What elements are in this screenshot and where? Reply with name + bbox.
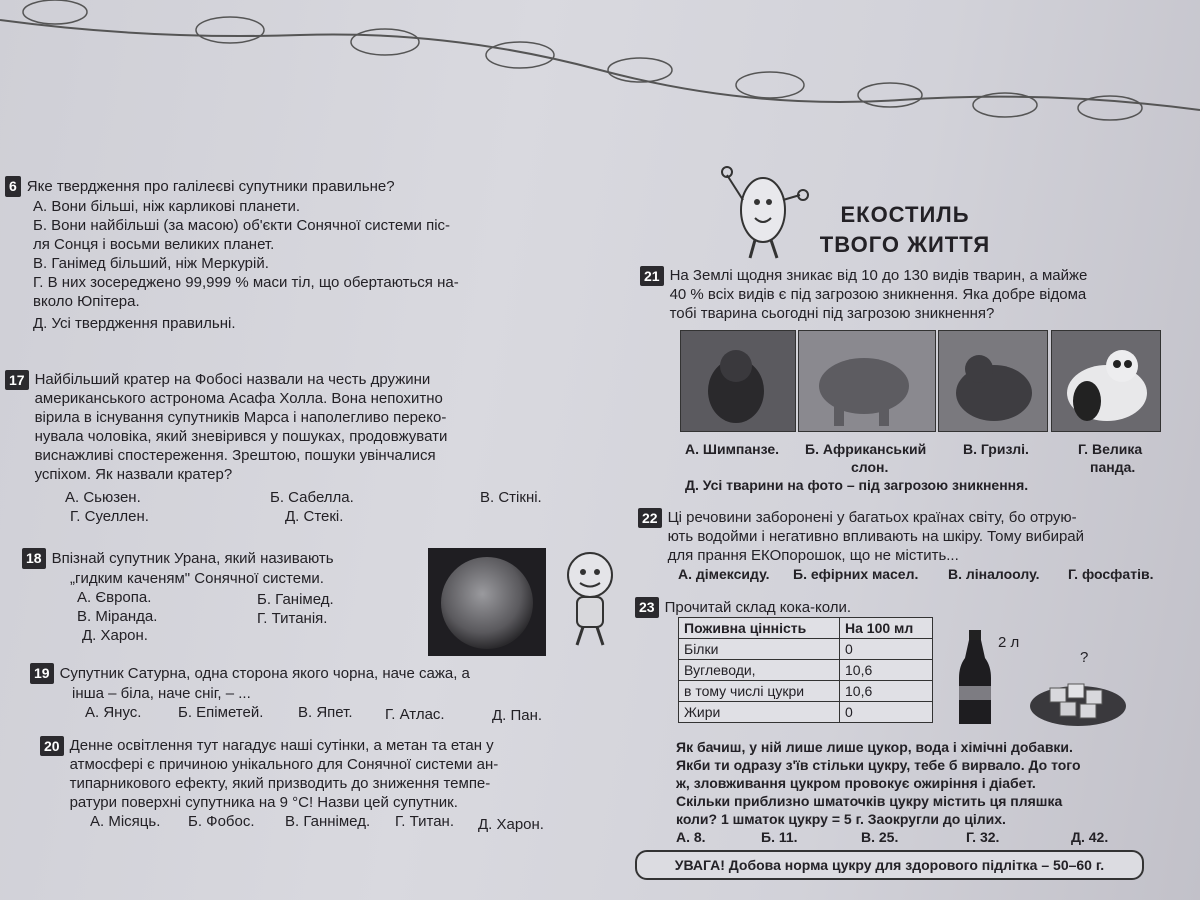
question-line: американського астронома Асафа Холла. Вона непохитно: [34, 390, 443, 407]
sugar-cubes-icon: [1028, 668, 1128, 728]
question-18: [22, 548, 422, 646]
cola-bottle-icon: [955, 628, 995, 728]
option-d: Г. фосфатів.: [1068, 566, 1154, 582]
option-d: Г. Атлас.: [385, 706, 445, 723]
question-line: ратури поверхні супутника на 9 °С! Назви цей супутник.: [69, 794, 458, 811]
option-e: Д. Пан.: [492, 707, 543, 724]
option-c: В. Ганімед більший, ніж Меркурій.: [33, 255, 269, 272]
option-d: Г. Суеллен.: [70, 508, 149, 525]
table-cell: 0: [840, 702, 933, 723]
option-b-line2: слон.: [851, 459, 889, 475]
question-line: ж, зловживання цукром провокує ожиріння і діабет.: [676, 775, 1036, 791]
table-cell: 10,6: [840, 681, 933, 702]
option-e: Д. Стекі.: [285, 508, 344, 525]
question-text: Прочитай склад кока-коли.: [664, 599, 852, 616]
option-b-line1: Б. Африканський: [805, 441, 927, 457]
question-line: Денне освітлення тут нагадує наші сутінки, а метан та етан у: [69, 737, 494, 754]
option-a: А. Європа.: [77, 589, 152, 606]
option-a: А. Шимпанзе.: [685, 441, 780, 457]
question-line: тобі тварина сьогодні під загрозою зникнення?: [669, 305, 995, 322]
option-a: А. Вони більші, ніж карликові планети.: [33, 198, 301, 215]
question-21-options: [685, 440, 1165, 500]
chimpanzee-photo: [680, 330, 796, 432]
option-d-line2: панда.: [1090, 459, 1136, 475]
eco-section-title: [805, 200, 1005, 260]
question-text: Яке твердження про галілеєві супутники правильне?: [26, 178, 395, 195]
table-cell: Жири: [679, 702, 840, 723]
table-cell: в тому числі цукри: [679, 681, 840, 702]
eco-title-line1: ЕКОСТИЛЬ: [840, 202, 970, 227]
eco-mascot: [715, 160, 810, 260]
option-c: В. Стікні.: [480, 489, 542, 506]
question-number: 20: [40, 736, 64, 756]
question-number: 22: [638, 508, 662, 528]
table-header-row: [679, 618, 933, 639]
question-line: для прання ЕКОпорошок, що не містить...: [667, 547, 959, 564]
option-b: Б. 11.: [761, 829, 798, 845]
question-line: На Землі щодня зникає від 10 до 130 видів тварин, а майже: [669, 267, 1088, 284]
question-16: [5, 176, 565, 333]
grizzly-photo: [938, 330, 1048, 432]
eco-title-line2: ТВОГО ЖИТТЯ: [819, 232, 991, 257]
question-23-text: [676, 738, 1146, 848]
table-row: [679, 681, 933, 702]
question-line: виснажливі спостереження. Зрештою, пошуки увінчалися: [34, 447, 436, 464]
question-line: Якби ти одразу з'їв стільки цукру, тебе б вирвало. До того: [676, 757, 1081, 773]
mascot-figure: [555, 545, 625, 650]
option-d-line2: вколо Юпітера.: [33, 293, 140, 310]
bottle-label: 2 л: [998, 634, 1020, 651]
question-line: „гидким каченям" Сонячної системи.: [70, 570, 324, 587]
option-c: В. Міранда.: [77, 608, 158, 625]
option-d-line1: Г. В них зосереджено 99,999 % маси тіл, що обертаються на-: [33, 274, 459, 291]
question-line: Як бачиш, у ній лише лише цукор, вода і хімічні добавки.: [676, 739, 1073, 755]
question-21: [640, 266, 1160, 323]
question-line: коли? 1 шматок цукру = 5 г. Заокругли до цілих.: [676, 811, 1006, 827]
option-a: А. 8.: [676, 829, 706, 845]
question-line: нувала чоловіка, який зневірився у пошуках, продовжувати: [34, 428, 448, 445]
table-cell: 10,6: [840, 660, 933, 681]
option-c: В. ліналоолу.: [948, 566, 1040, 582]
option-a: А. Сьюзен.: [65, 489, 141, 506]
question-number: 17: [5, 370, 29, 390]
option-a: А. Янус.: [85, 704, 142, 721]
option-e: Д. Харон.: [478, 816, 544, 833]
option-e: Д. 42.: [1071, 829, 1109, 845]
option-c: В. Япет.: [298, 704, 353, 721]
question-17: [5, 370, 565, 526]
option-b-line2: ля Сонця і восьми великих планет.: [33, 236, 275, 253]
option-a: А. Місяць.: [90, 813, 161, 830]
question-line: Найбільший кратер на Фобосі назвали на честь дружини: [34, 371, 431, 388]
question-23: [635, 597, 1035, 618]
sugar-warning-banner: УВАГА! Добова норма цукру для здорового підлітка – 50–60 г.: [635, 850, 1144, 880]
option-b: Б. Фобос.: [188, 813, 255, 830]
question-line: успіхом. Як назвали кратер?: [34, 466, 233, 483]
option-b: Б. Епіметей.: [178, 704, 264, 721]
question-line: атмосфері є причиною унікального для Сонячної системи ан-: [69, 756, 499, 773]
nutrition-table: [678, 617, 933, 723]
question-number: 18: [22, 548, 46, 569]
option-c: В. 25.: [861, 829, 899, 845]
option-d: Г. Титанія.: [257, 610, 328, 627]
moon-image: [428, 548, 546, 656]
uranus-moon-photo: [428, 548, 546, 656]
question-line: Супутник Сатурна, одна сторона якого чорна, наче сажа, а: [59, 665, 470, 682]
question-mark: ?: [1080, 649, 1089, 666]
table-cell: Вуглеводи,: [679, 660, 840, 681]
option-a: А. дімексиду.: [678, 566, 770, 582]
question-number: 19: [30, 663, 54, 684]
option-d: Г. Титан.: [395, 813, 455, 830]
question-line: Впізнай супутник Урана, який називають: [51, 550, 334, 567]
question-line: ють водойми і негативно впливають на шкіру. Тому вибирай: [667, 528, 1085, 545]
table-row: [679, 639, 933, 660]
table-header-cell: Поживна цінність: [679, 618, 840, 639]
table-cell: 0: [840, 639, 933, 660]
option-e: Д. Усі твердження правильні.: [33, 315, 236, 332]
wheat-border-decoration: [0, 0, 1200, 150]
panda-photo: [1051, 330, 1161, 432]
question-line: типарникового ефекту, який призводить до зниження темпе-: [69, 775, 491, 792]
table-row: [679, 660, 933, 681]
option-d: Г. 32.: [966, 829, 1000, 845]
question-19: [30, 663, 570, 725]
question-22: [638, 508, 1163, 585]
question-number: 23: [635, 597, 659, 618]
option-b-line1: Б. Вони найбільші (за масою) об'єкти Сонячної системи піс-: [33, 217, 451, 234]
question-line: інша – біла, наче сніг, – ...: [72, 685, 251, 702]
question-line: 40 % всіх видів є під загрозою зникнення. Яка добре відома: [669, 286, 1087, 303]
question-line: Скільки приблизно шматочків цукру містить ця пляшка: [676, 793, 1063, 809]
option-c: В. Ганнімед.: [285, 813, 371, 830]
table-header-cell: На 100 мл: [840, 618, 933, 639]
question-number: 6: [5, 176, 21, 197]
option-e: Д. Харон.: [82, 627, 148, 644]
elephant-photo: [798, 330, 936, 432]
table-row: [679, 702, 933, 723]
option-c: В. Гризлі.: [963, 441, 1029, 457]
question-number: 21: [640, 266, 664, 286]
option-b: Б. ефірних масел.: [793, 566, 919, 582]
question-20: [40, 736, 560, 834]
table-cell: Білки: [679, 639, 840, 660]
option-b: Б. Сабелла.: [270, 489, 354, 506]
option-d-line1: Г. Велика: [1078, 441, 1143, 457]
question-line: Ці речовини заборонені у багатьох країнах світу, бо отрую-: [667, 509, 1077, 526]
option-b: Б. Ганімед.: [257, 591, 334, 608]
question-line: вірила в існування супутників Марса і наполегливо переко-: [34, 409, 447, 426]
option-e: Д. Усі тварини на фото – під загрозою зникнення.: [685, 477, 1029, 493]
